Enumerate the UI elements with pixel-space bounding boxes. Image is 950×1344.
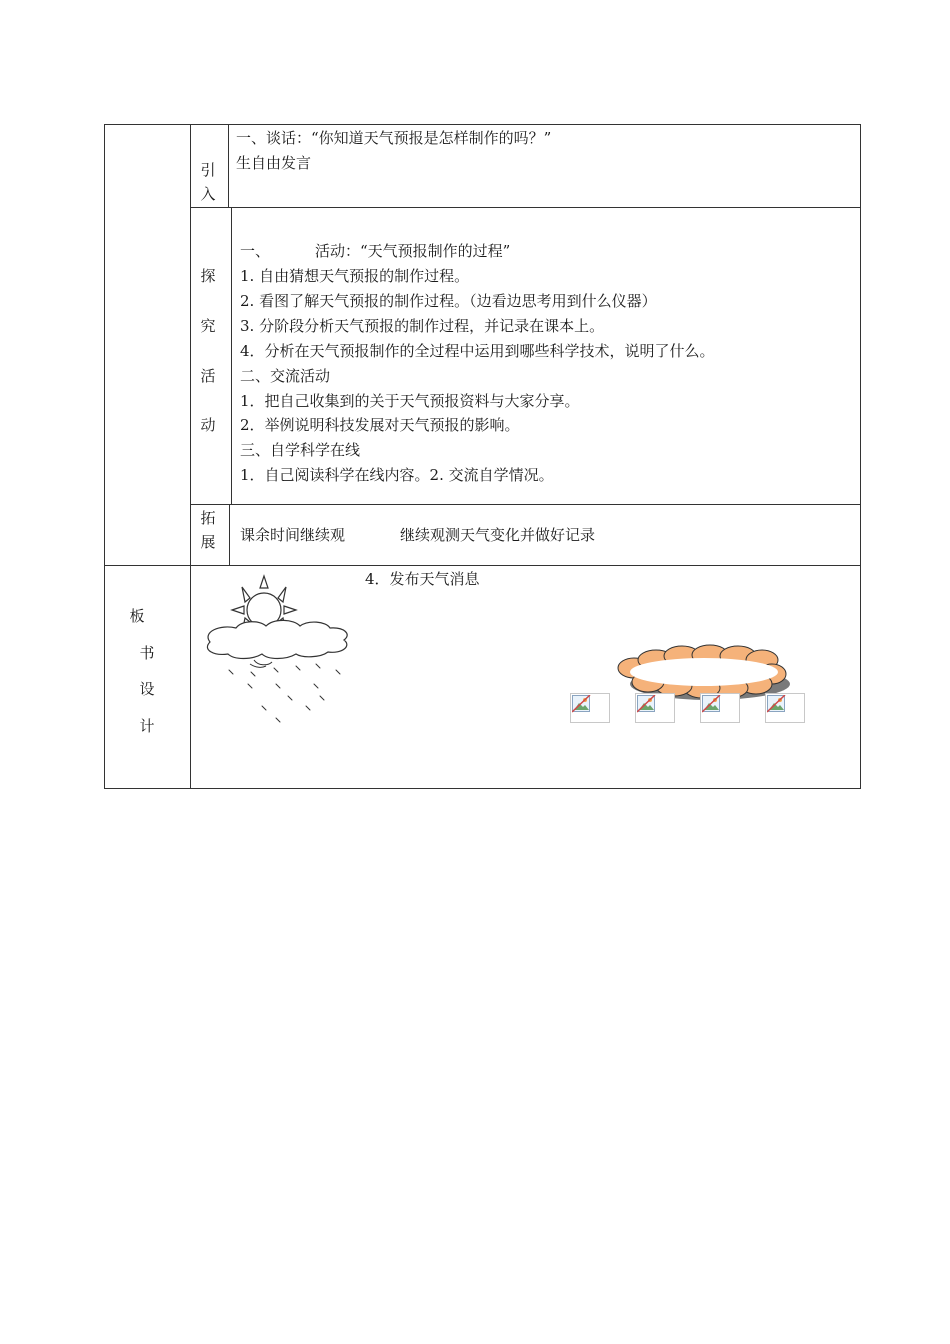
explore-line: 1. 自由猜想天气预报的制作过程。 [240, 267, 470, 285]
explore-heading-number: 一、 [240, 242, 271, 260]
explore-line: 二、交流活动 [240, 367, 331, 385]
board-label-char: 书 [139, 644, 155, 662]
broken-image-icon [700, 693, 740, 723]
intro-label-char: 引 [200, 161, 216, 179]
sun-rain-icon [196, 572, 358, 732]
extend-label-char: 拓 [200, 509, 216, 527]
intro-line: 一、谈话：“你知道天气预报是怎样制作的吗？” [236, 129, 552, 147]
explore-line: 4．分析在天气预报制作的全过程中运用到哪些科学技术，说明了什么。 [240, 342, 715, 360]
explore-label-char: 探 [200, 267, 216, 285]
row-divider-extend [104, 565, 861, 566]
intro-line: 生自由发言 [236, 154, 312, 172]
broken-image-icon [635, 693, 675, 723]
board-label-char: 计 [139, 717, 155, 735]
explore-label-char: 活 [200, 367, 216, 385]
table-border-bottom [104, 788, 861, 789]
explore-heading-text: 活动：“天气预报制作的过程” [315, 242, 511, 260]
label-divider-intro [228, 124, 229, 208]
explore-line: 三、自学科学在线 [240, 441, 361, 459]
explore-label-char: 动 [200, 416, 216, 434]
explore-line: 2. 看图了解天气预报的制作过程。（边看边思考用到什么仪器） [240, 292, 657, 310]
explore-line: 1．自己阅读科学在线内容。2. 交流自学情况。 [240, 466, 554, 484]
label-divider-explore [231, 207, 232, 505]
board-label-char: 板 [129, 607, 145, 625]
explore-label-char: 究 [200, 317, 216, 335]
row-divider-intro [190, 207, 861, 208]
broken-image-icon [570, 693, 610, 723]
board-label-char: 设 [139, 680, 155, 698]
label-divider-extend [229, 504, 230, 566]
broken-image-icon [765, 693, 805, 723]
explore-line: 3. 分阶段分析天气预报的制作过程，并记录在课本上。 [240, 317, 605, 335]
table-border-left [104, 124, 105, 789]
explore-line: 1．把自己收集到的关于天气预报资料与大家分享。 [240, 392, 580, 410]
extend-text-a: 课余时间继续观 [240, 526, 346, 544]
extend-label-char: 展 [200, 533, 216, 551]
intro-label-char: 入 [200, 185, 216, 203]
row-divider-explore [190, 504, 861, 505]
table-border-top [104, 124, 861, 125]
table-border-right [860, 124, 861, 789]
board-caption: 4．发布天气消息 [365, 570, 480, 588]
explore-line: 2．举例说明科技发展对天气预报的影响。 [240, 416, 520, 434]
column-divider-main [190, 124, 191, 789]
extend-text-b: 继续观测天气变化并做好记录 [400, 526, 596, 544]
